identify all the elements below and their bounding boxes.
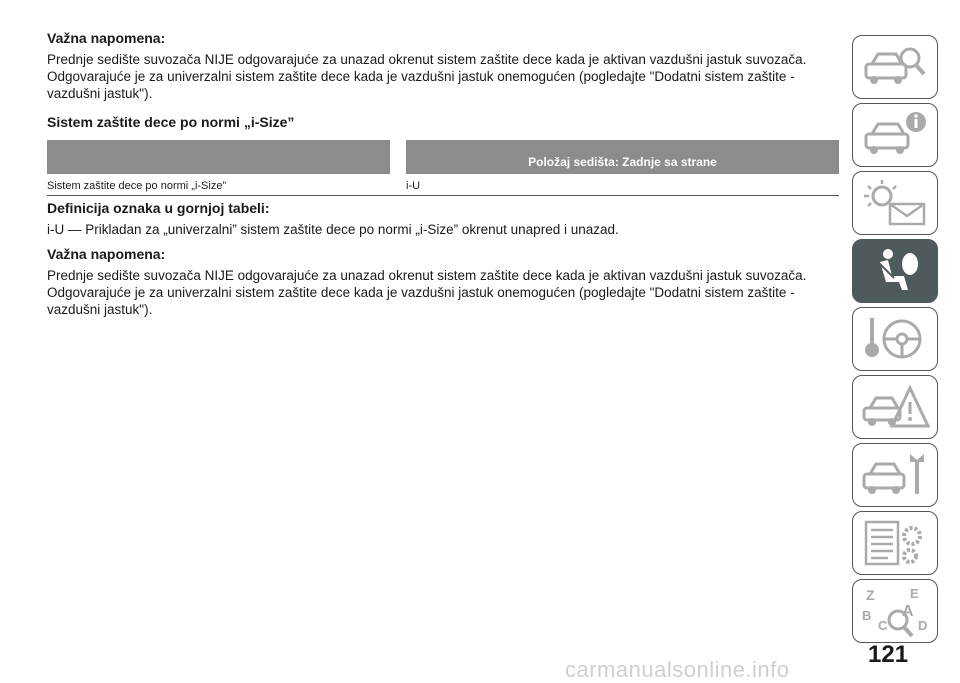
tab-maintenance[interactable]	[852, 443, 938, 507]
note-text: Prednje sedište suvozača NIJE odgovarajuće za unazad okrenut sistem zaštite dece kada je aktivan vazdušni jastuk suvozača. Odgovarajuće je za univerzalni sistem zaštite dece kada je vazdušni jastuk onemogućen (pogledajte "Dodatni sistem zaštite - vazdušni jastuk").	[47, 52, 807, 101]
svg-text:C: C	[878, 618, 888, 633]
section-title: Sistem zaštite dece po normi „i-Size”	[47, 114, 295, 130]
note-heading-2: Važna napomena:	[47, 246, 166, 262]
warning-lights-message-icon	[858, 176, 932, 230]
car-info-icon	[858, 108, 932, 162]
child-seat-table	[47, 140, 839, 196]
table-cell-system: Sistem zaštite dece po normi „i-Size”	[47, 180, 227, 192]
car-search-icon	[858, 40, 932, 94]
key-steering-wheel-icon	[858, 312, 932, 366]
tab-emergency[interactable]	[852, 375, 938, 439]
note-heading: Važna napomena:	[47, 30, 166, 46]
svg-text:B: B	[862, 608, 872, 623]
tab-car-info[interactable]	[852, 103, 938, 167]
page-content	[47, 30, 839, 318]
svg-text:D: D	[918, 618, 928, 633]
table-row	[47, 174, 839, 196]
tab-safety[interactable]	[852, 239, 938, 303]
definitions-text: i-U — Prikladan za „univerzalni” sistem zaštite dece po normi „i-Size” okrenut unapred i unazad.	[47, 222, 619, 237]
tab-warning-lights[interactable]	[852, 171, 938, 235]
table-header-blank	[47, 140, 390, 174]
alphabetical-index-icon	[858, 584, 932, 638]
svg-text:E: E	[910, 586, 919, 601]
table-cell-value: i-U	[406, 180, 421, 192]
watermark: carmanualsonline.info	[565, 657, 790, 682]
table-header-seat-position: Položaj sedišta: Zadnje sa strane	[406, 140, 839, 174]
tab-index[interactable]	[852, 579, 938, 643]
chapter-tabs	[852, 35, 938, 647]
seat-airbag-icon	[858, 244, 932, 298]
note-text-2: Prednje sedište suvozača NIJE odgovarajuće za unazad okrenut sistem zaštite dece kada je aktivan vazdušni jastuk suvozača. Odgovarajuće je za univerzalni sistem zaštite dece kada je vazdušni jastuk onemogućen (pogledajte "Dodatni sistem zaštite - vazdušni jastuk").	[47, 268, 807, 317]
tab-car-search[interactable]	[852, 35, 938, 99]
svg-text:Z: Z	[866, 587, 875, 603]
page-number: 121	[868, 641, 909, 668]
car-wrench-icon	[858, 448, 932, 502]
tab-technical-specs[interactable]	[852, 511, 938, 575]
svg-text:A: A	[902, 603, 914, 620]
car-breakdown-warning-icon	[858, 380, 932, 434]
tab-starting-driving[interactable]	[852, 307, 938, 371]
definitions-heading: Definicija oznaka u gornjoj tabeli:	[47, 200, 270, 216]
table-header	[47, 140, 839, 174]
specs-gears-icon	[858, 516, 932, 570]
